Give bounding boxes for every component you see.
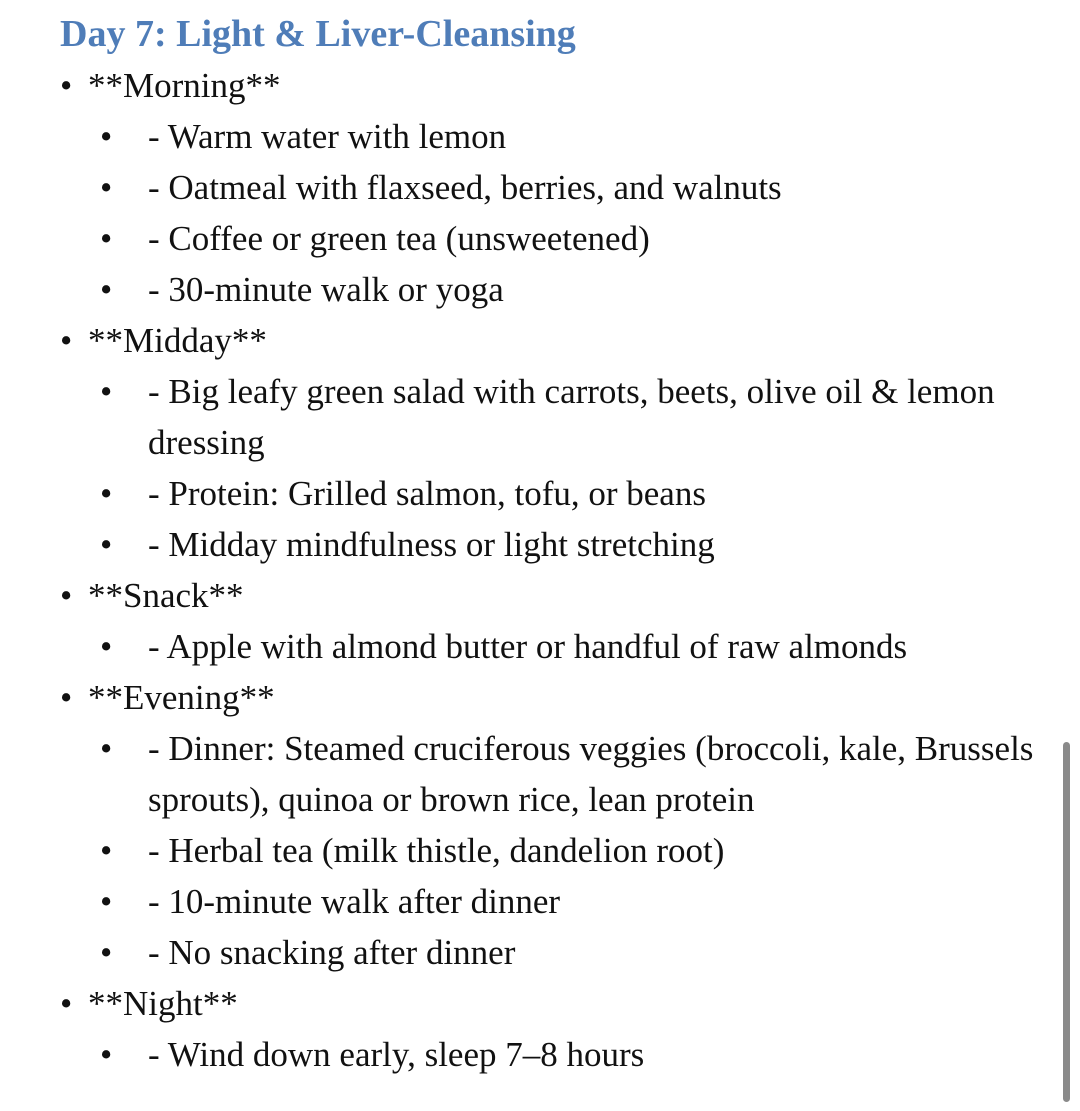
list-item [100,162,1040,213]
section-label [60,978,1040,1029]
section-list [60,60,1040,1080]
section-label [60,315,1040,366]
item-list [60,366,1040,570]
section [60,978,1040,1080]
section-label [60,60,1040,111]
section [60,60,1040,315]
list-item-text: - No snacking after dinner [148,933,516,972]
bullet-icon: • [60,321,73,360]
bullet-icon: • [100,627,113,666]
list-item-text: - Herbal tea (milk thistle, dandelion root) [148,831,725,870]
section-label-text: **Snack** [88,576,244,615]
list-item-text: - Big leafy green salad with carrots, beets, olive oil & lemon dressing [148,372,995,462]
bullet-icon: • [60,678,73,717]
item-list [60,621,1040,672]
list-item-text: - Dinner: Steamed cruciferous veggies (broccoli, kale, Brussels sprouts), quinoa or brown rice, lean protein [148,729,1034,819]
document [60,10,1040,1080]
list-item [100,621,1040,672]
list-item-text: - Apple with almond butter or handful of raw almonds [148,627,908,666]
list-item [100,825,1040,876]
bullet-icon: • [100,117,113,156]
page-title: Day 7: Light & Liver-Cleansing [60,13,576,55]
list-item [100,519,1040,570]
bullet-icon: • [100,729,113,768]
list-item [100,213,1040,264]
bullet-icon: • [100,168,113,207]
item-list [60,1029,1040,1080]
list-item-text: - 10-minute walk after dinner [148,882,561,921]
bullet-icon: • [100,219,113,258]
section-label-text: **Night** [88,984,238,1023]
section-label-text: **Morning** [88,66,281,105]
bullet-icon: • [100,270,113,309]
list-item [100,723,1040,825]
list-item-text: - Warm water with lemon [148,117,507,156]
bullet-icon: • [60,66,73,105]
section-label [60,570,1040,621]
list-item-text: - 30-minute walk or yoga [148,270,504,309]
scrollbar[interactable] [1063,742,1070,1102]
list-item [100,1029,1040,1080]
bullet-icon: • [100,372,113,411]
list-item [100,876,1040,927]
bullet-icon: • [60,576,73,615]
list-item-text: - Oatmeal with flaxseed, berries, and walnuts [148,168,782,207]
list-item-text: - Coffee or green tea (unsweetened) [148,219,650,258]
list-item [100,264,1040,315]
list-item [100,468,1040,519]
section [60,672,1040,978]
bullet-icon: • [100,474,113,513]
bullet-icon: • [100,882,113,921]
bullet-icon: • [100,933,113,972]
list-item [100,366,1040,468]
section [60,570,1040,672]
list-item-text: - Protein: Grilled salmon, tofu, or beans [148,474,706,513]
bullet-icon: • [100,831,113,870]
item-list [60,723,1040,978]
list-item-text: - Wind down early, sleep 7–8 hours [148,1035,645,1074]
item-list [60,111,1040,315]
section-label-text: **Midday** [88,321,267,360]
list-item [100,111,1040,162]
section-label [60,672,1040,723]
bullet-icon: • [100,1035,113,1074]
section-label-text: **Evening** [88,678,275,717]
section [60,315,1040,570]
bullet-icon: • [60,984,73,1023]
bullet-icon: • [100,525,113,564]
list-item-text: - Midday mindfulness or light stretching [148,525,715,564]
list-item [100,927,1040,978]
